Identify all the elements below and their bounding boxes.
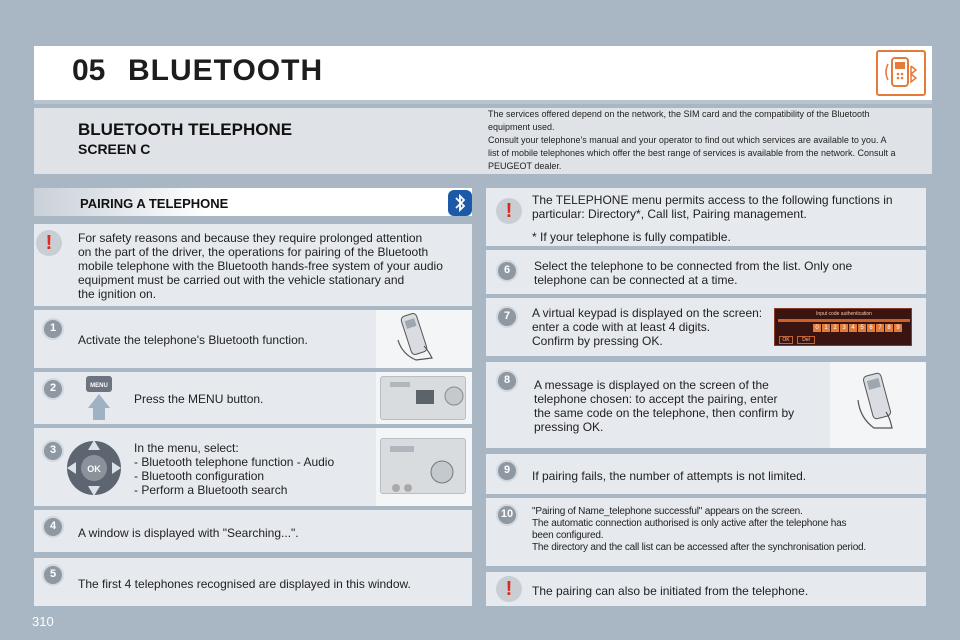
step-8-line: telephone chosen: to accept the pairing, enter [534,392,778,406]
keypad-digit: 7 [876,324,884,332]
step-1-text: Activate the telephone's Bluetooth function. [78,333,308,347]
notice-line: PEUGEOT dealer. [488,161,562,171]
final-note-text: The pairing can also be initiated from the telephone. [532,584,809,598]
step-8-text [534,378,794,434]
keypad-digit: 9 [894,324,902,332]
menu-button-icon [80,372,120,424]
radio-unit-image [376,428,472,506]
chapter-number: 05 [72,54,106,87]
step-number-badge: 10 [496,504,518,526]
menu-line: particular: Directory*, Call list, Pairing management. [532,207,807,221]
step-2-text: Press the MENU button. [134,392,264,406]
step-4-text: A window is displayed with "Searching...". [78,526,299,540]
step-10-line: been configured. [532,530,604,541]
step-number-badge: 5 [42,564,64,586]
section-subtitle: SCREEN C [78,141,151,157]
chapter-title: BLUETOOTH [128,54,324,87]
step-7-text [532,306,762,348]
bluetooth-icon [448,190,472,216]
step-6-line: Select the telephone to be connected from the list. Only one [534,259,853,273]
warning-icon: ! [496,198,522,224]
step-3-line: - Bluetooth telephone function - Audio [134,455,335,469]
page-number: 310 [32,614,54,629]
step-8-line: the same code on the telephone, then confirm by [534,406,795,420]
step-5-text: The first 4 telephones recognised are displayed in this window. [78,577,411,591]
step-7-line: Confirm by pressing OK. [532,334,663,348]
step-8-line: A message is displayed on the screen of the [534,378,769,392]
header-divider [34,100,932,104]
keypad-digit: 0 [813,324,821,332]
step-10-line: "Pairing of Name_telephone successful" appears on the screen. [532,506,803,517]
step-10-line: The directory and the call list can be accessed after the synchronisation period. [532,542,866,553]
section-title: BLUETOOTH TELEPHONE [78,120,293,139]
safety-warning-text [78,231,470,301]
step-number-badge: 7 [496,306,518,328]
step-number-badge: 8 [496,370,518,392]
step-7-line: enter a code with at least 4 digits. [532,320,711,334]
ok-dial-icon [64,438,124,498]
notice-line: Consult your telephone's manual and your operator to find out which services are available to you. A [488,135,887,145]
svg-text:MENU: MENU [90,383,108,389]
step-number-badge: 9 [496,460,518,482]
keypad-digit: 2 [831,324,839,332]
step-7-line: A virtual keypad is displayed on the screen: [532,306,763,320]
radio-unit-image [376,372,472,424]
keypad-ok: OK [779,336,793,344]
warning-line: For safety reasons and because they require prolonged attention [78,231,423,245]
svg-text:OK: OK [87,464,101,474]
warning-icon: ! [496,576,522,602]
step-number-badge: 1 [42,318,64,340]
warning-line: mobile telephone with the Bluetooth hands-free system of your audio [78,259,443,273]
warning-line: the ignition on. [78,287,157,301]
phone-bluetooth-icon [876,50,926,96]
telephone-menu-text [532,193,893,221]
services-notice [488,108,930,173]
step-10-text [532,506,866,554]
step-8-line: pressing OK. [534,420,604,434]
step-9-text: If pairing fails, the number of attempts is not limited. [532,469,807,483]
pairing-title: PAIRING A TELEPHONE [80,196,229,211]
keypad-digit: 5 [858,324,866,332]
keypad-digit: 6 [867,324,875,332]
footnote: * If your telephone is fully compatible. [532,230,731,244]
keypad-digit: 3 [840,324,848,332]
keypad-title: Input code authentication [816,311,872,317]
step-6-line: telephone can be connected at a time. [534,273,738,287]
step-3-line: - Perform a Bluetooth search [134,483,288,497]
step-10-line: The automatic connection authorised is only active after the telephone has [532,518,847,529]
step-6-text [534,259,852,287]
step-3-line: - Bluetooth configuration [134,469,265,483]
warning-line: on the part of the driver, the operations for pairing of the Bluetooth [78,245,429,259]
notice-line: The services offered depend on the network, the SIM card and the compatibility of the Bluetooth [488,109,870,119]
keypad-digit: 8 [885,324,893,332]
keypad-screen-image [774,308,912,346]
phone-in-hand-image [376,310,472,368]
step-3-text [134,441,334,497]
step-number-badge: 2 [42,378,64,400]
notice-line: list of mobile telephones which offer the best range of services is available from the network. Consult a [488,148,896,158]
warning-icon: ! [36,230,62,256]
notice-line: equipment used. [488,122,555,132]
phone-in-hand-image [830,362,926,448]
keypad-digit: 1 [822,324,830,332]
keypad-digit: 4 [849,324,857,332]
step-number-badge: 6 [496,260,518,282]
step-number-badge: 3 [42,440,64,462]
menu-line: The TELEPHONE menu permits access to the following functions in [532,193,893,207]
keypad-del: Del [797,336,815,344]
warning-line: equipment must be carried out with the vehicle stationary and [78,273,405,287]
step-3-line: In the menu, select: [134,441,239,455]
step-number-badge: 4 [42,516,64,538]
